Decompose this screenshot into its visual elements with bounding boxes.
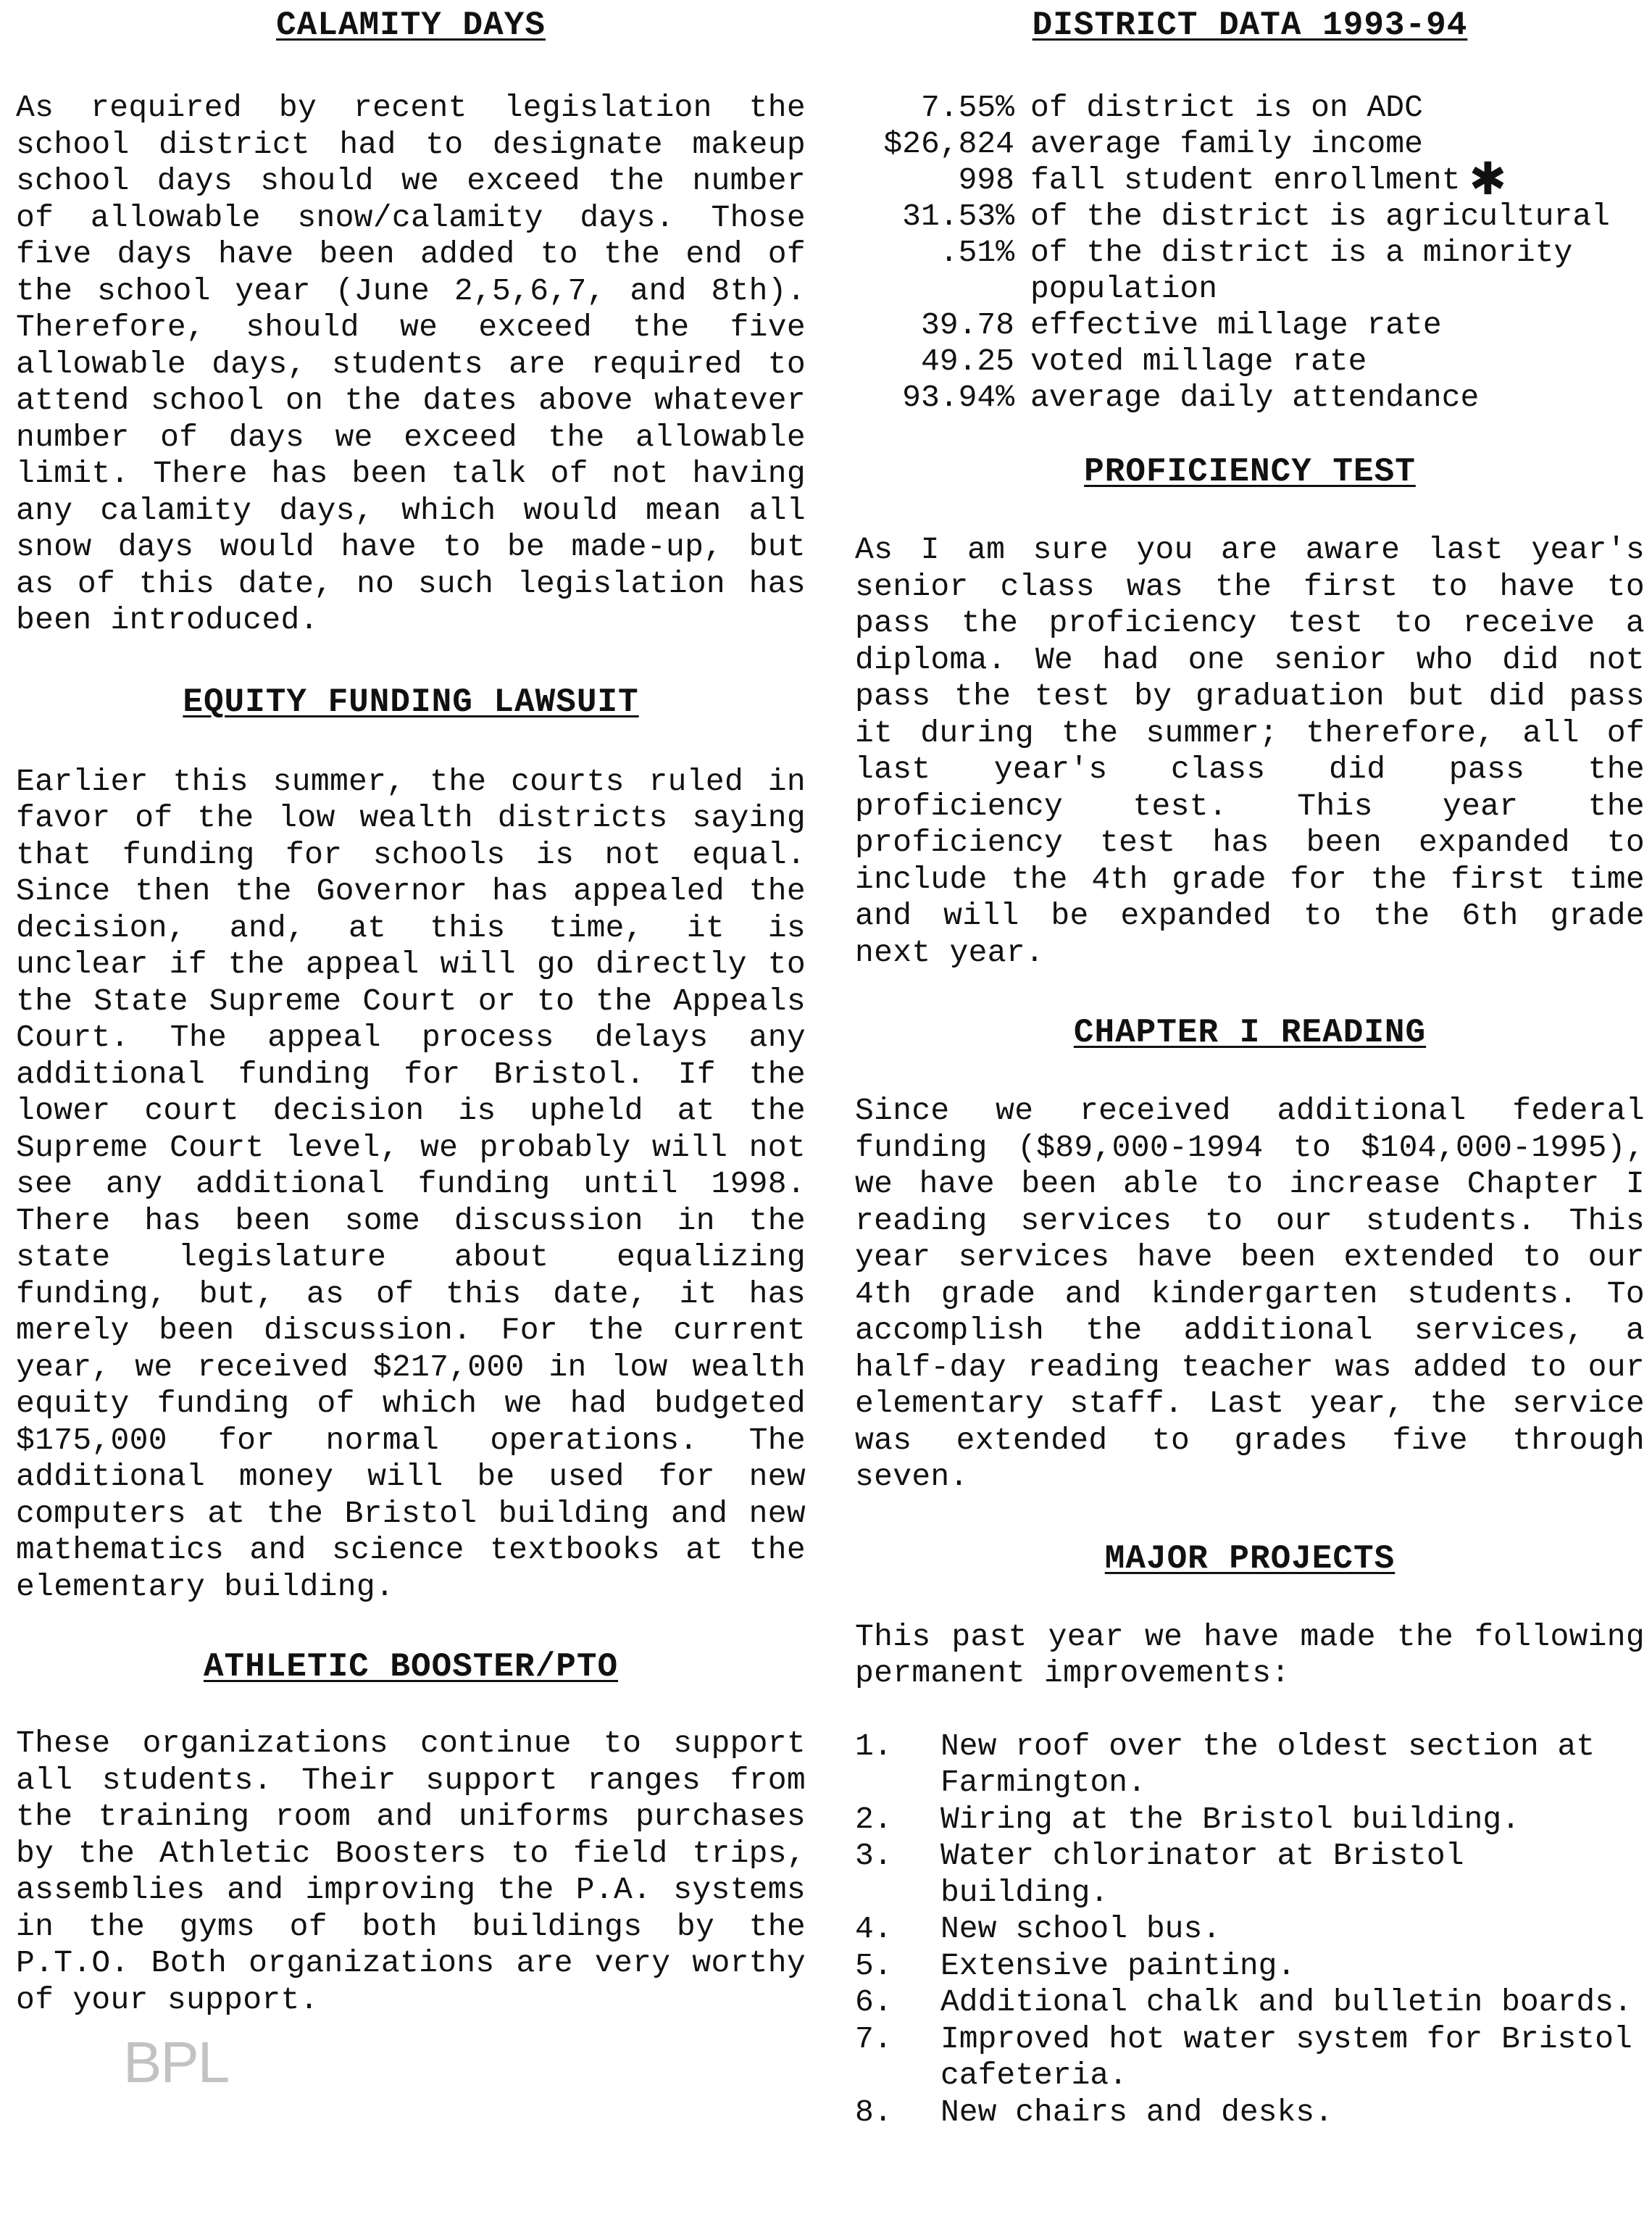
- data-value: 49.25: [920, 344, 1014, 379]
- major-projects-list: [855, 1728, 1645, 2131]
- list-text: Extensive painting.: [940, 1947, 1296, 1984]
- major-projects-intro: This past year we have made the following permanent improvements:: [855, 1618, 1645, 1691]
- list-item: [855, 1802, 1645, 1839]
- data-value: 998: [958, 162, 1014, 198]
- list-text: Wiring at the Bristol building.: [940, 1801, 1520, 1837]
- list-text: New school bus.: [940, 1911, 1222, 1947]
- district-data-table: [855, 90, 1645, 416]
- table-row: [855, 199, 1645, 235]
- list-item: [855, 1838, 1645, 1911]
- data-value: 39.78: [920, 307, 1014, 343]
- list-item: [855, 2094, 1645, 2131]
- table-row: [855, 162, 1645, 199]
- list-number: 6.: [855, 1984, 893, 2020]
- list-item: [855, 1728, 1645, 1802]
- list-number: 5.: [855, 1947, 893, 1984]
- data-description: of the district is agricultural: [1030, 199, 1610, 234]
- list-number: 3.: [855, 1838, 893, 1873]
- major-projects-heading: MAJOR PROJECTS: [1104, 1539, 1396, 1578]
- athletic-booster-text: These organizations continue to support all students. Their support ranges from the training room and uniforms purchases by the Athletic Boosters to field trips, assemblies and improving the P.A. systems in the gyms of both buildings by the P.T.O. Both organizations are very worthy of your support.: [16, 1726, 806, 2018]
- table-row: [855, 380, 1645, 416]
- data-description: effective millage rate: [1030, 307, 1442, 343]
- data-value: 93.94%: [902, 380, 1014, 415]
- data-description-text: fall student enrollment: [1030, 162, 1461, 198]
- chapter-reading-heading: CHAPTER I READING: [1073, 1014, 1427, 1052]
- chapter-reading-text: Since we received additional federal funding ($89,000-1994 to $104,000-1995), we have been able to increase Chapter I reading services to our students. This year services have been extended to our 4th grade and kindergarten students. To accomplish the additional services, a half-day reading teacher was added to our elementary staff. Last year, the service was extended to grades five through seven.: [855, 1093, 1645, 1494]
- data-description: [1030, 152, 1645, 205]
- list-text: Improved hot water system for Bristol cafeteria.: [940, 2021, 1632, 2093]
- list-number: 4.: [855, 1911, 893, 1947]
- table-row: [855, 235, 1645, 307]
- proficiency-test-heading: PROFICIENCY TEST: [1084, 453, 1416, 491]
- calamity-days-heading: CALAMITY DAYS: [276, 7, 546, 44]
- data-value: .51%: [939, 235, 1014, 270]
- list-number: 7.: [855, 2021, 893, 2057]
- data-description: of district is on ADC: [1030, 90, 1423, 125]
- list-text: New chairs and desks.: [940, 2094, 1333, 2130]
- list-text: New roof over the oldest section at Farmington.: [940, 1728, 1595, 1800]
- list-number: 1.: [855, 1728, 893, 1764]
- athletic-booster-heading: ATHLETIC BOOSTER/PTO: [203, 1648, 619, 1686]
- table-row: [855, 344, 1645, 380]
- asterisk-mark-icon: ✱: [1469, 152, 1507, 205]
- equity-funding-text: Earlier this summer, the courts ruled in favor of the low wealth districts saying that funding for schools is not equal. Since then the Governor has appealed the decision, and, at this time, it is unclear if the appeal will go directly to the State Supreme Court or to the Appeals Court. The appeal process delays any additional funding for Bristol. If the lower court decision is upheld at the Supreme Court level, we probably will not see any additional funding until 1998. There has been some discussion in the state legislature about equalizing funding, but, as of this date, it has merely been discussion. For the current year, we received $217,000 in low wealth equity funding of which we had budgeted $175,000 for normal operations. The additional money will be used for new computers at the Bristol building and new mathematics and science textbooks at the elementary building.: [16, 763, 806, 1605]
- data-description: average family income: [1030, 126, 1423, 162]
- district-data-heading: DISTRICT DATA 1993-94: [1032, 7, 1468, 44]
- equity-funding-heading: EQUITY FUNDING LAWSUIT: [183, 683, 639, 721]
- calamity-days-text: As required by recent legislation the school district had to designate makeup school days should we exceed the number of allowable snow/calamity days. Those five days have been added to the end of the school year (June 2,5,6,7, and 8th). Therefore, should we exceed the five allowable days, students are required to attend school on the dates above whatever number of days we exceed the allowable limit. There has been talk of not having any calamity days, which would mean all snow days would have to be made-up, but as of this date, no such legislation has been introduced.: [16, 90, 806, 638]
- data-value: 7.55%: [920, 90, 1014, 125]
- library-watermark: BPL: [123, 2030, 229, 2094]
- list-text: Water chlorinator at Bristol building.: [940, 1838, 1464, 1910]
- data-description: of the district is a minority population: [1030, 235, 1573, 307]
- left-column: [16, 0, 806, 2018]
- table-row: [855, 126, 1645, 162]
- table-row: [855, 307, 1645, 344]
- data-description: voted millage rate: [1030, 344, 1367, 379]
- list-item: [855, 1984, 1645, 2021]
- list-number: 8.: [855, 2094, 893, 2130]
- data-value: $26,824: [883, 126, 1014, 162]
- data-description: average daily attendance: [1030, 380, 1480, 415]
- data-value: 31.53%: [902, 199, 1014, 234]
- list-number: 2.: [855, 1801, 893, 1837]
- right-column: [855, 0, 1645, 2131]
- table-row: [855, 90, 1645, 126]
- list-text: Additional chalk and bulletin boards.: [940, 1984, 1632, 2020]
- list-item: [855, 1948, 1645, 1985]
- list-item: [855, 1911, 1645, 1948]
- proficiency-test-text: As I am sure you are aware last year's senior class was the first to have to pass the proficiency test to receive a diploma. We had one senior who did not pass the test by graduation but did pass it during the summer; therefore, all of last year's class did pass the proficiency test. This year the proficiency test has been expanded to include the 4th grade for the first time and will be expanded to the 6th grade next year.: [855, 532, 1645, 970]
- list-item: [855, 2021, 1645, 2094]
